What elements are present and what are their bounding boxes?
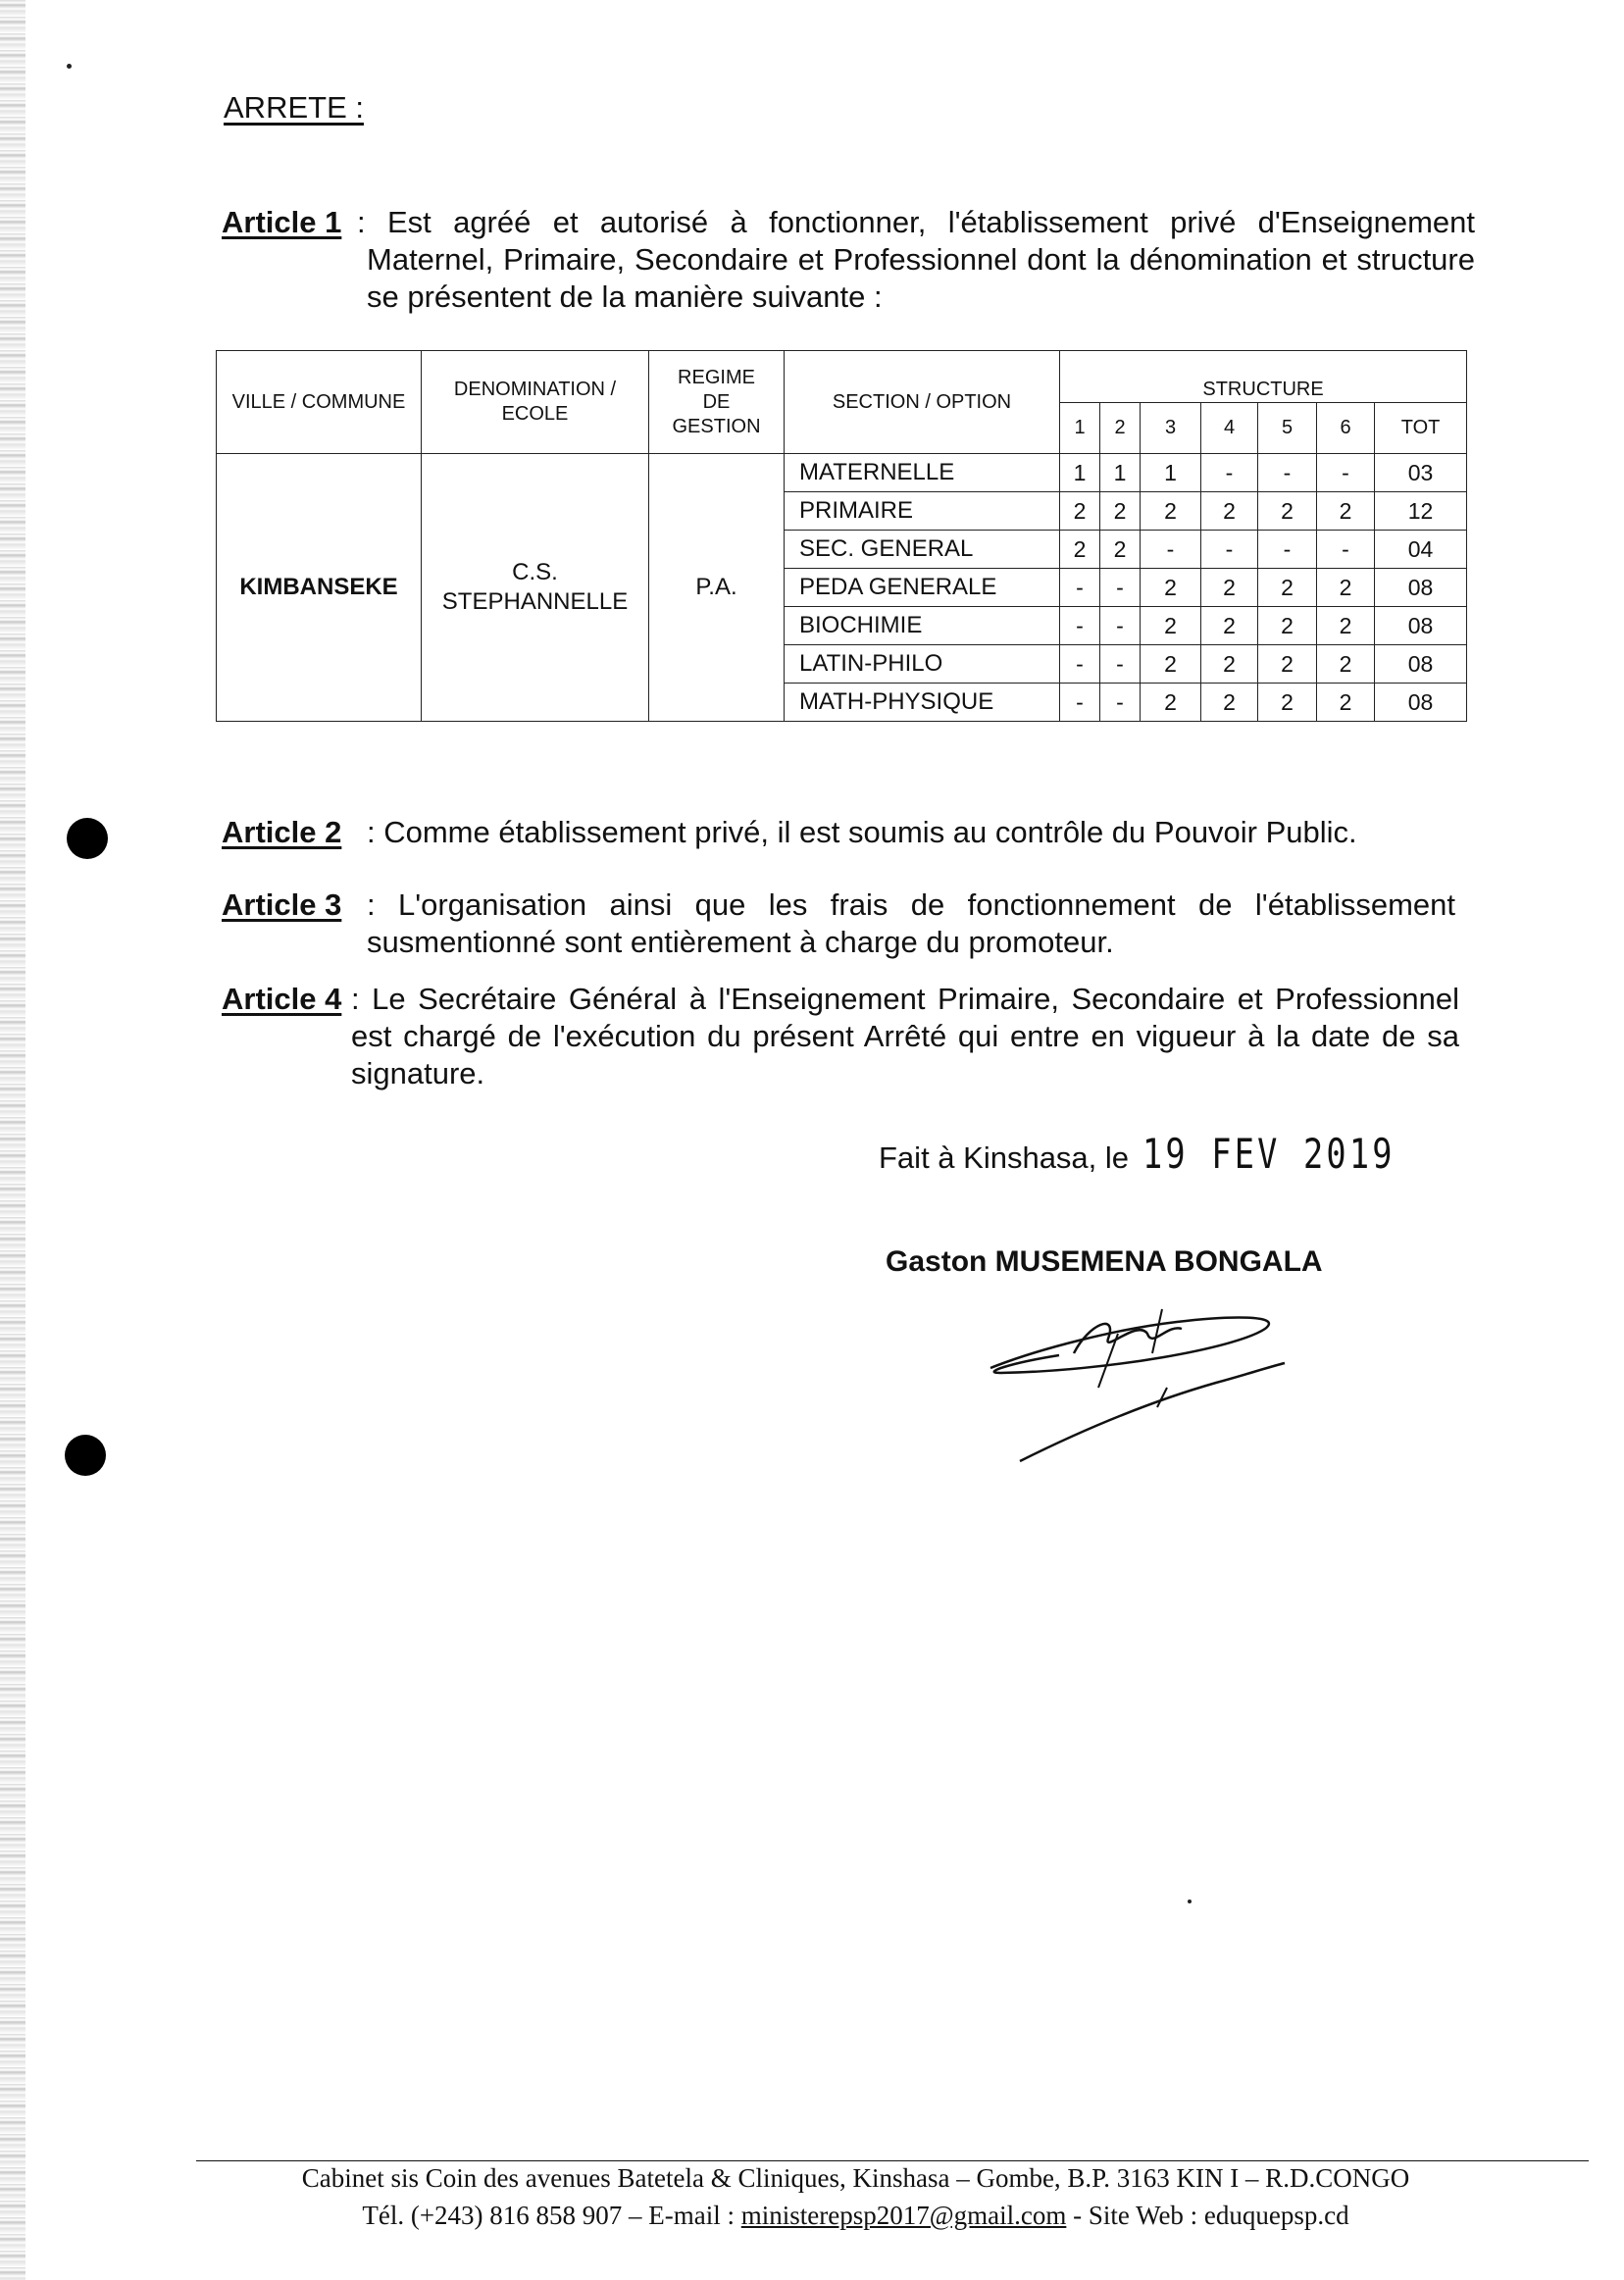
value-cell: - [1100,569,1141,607]
total-cell: 08 [1375,684,1467,722]
section-cell: BIOCHIMIE [785,607,1060,645]
value-cell: - [1060,607,1100,645]
value-cell: 2 [1201,645,1258,684]
total-cell: 04 [1375,531,1467,569]
value-cell: 2 [1317,607,1375,645]
value-cell: - [1100,645,1141,684]
header-denomination: DENOMINATION / ECOLE [422,351,649,454]
value-cell: - [1201,531,1258,569]
footer-site: - Site Web : eduquepsp.cd [1073,2201,1349,2230]
scan-speck [1188,1900,1192,1903]
value-cell: - [1317,531,1375,569]
header-ville: VILLE / COMMUNE [217,351,422,454]
total-cell: 08 [1375,607,1467,645]
value-cell: - [1100,607,1141,645]
article-1-label: Article 1 [222,205,342,239]
structure-table [216,350,1467,722]
value-cell: 1 [1141,454,1201,492]
value-cell: 2 [1100,492,1141,531]
total-cell: 03 [1375,454,1467,492]
scan-speck [67,64,72,69]
article-3-label: Article 3 [222,887,342,922]
header-regime: REGIME DE GESTION [649,351,785,454]
value-cell: 2 [1201,684,1258,722]
header-col-3: 3 [1141,403,1201,454]
punch-hole-bottom [65,1435,106,1476]
article-2-label: Article 2 [222,815,342,849]
total-cell: 08 [1375,569,1467,607]
value-cell: - [1100,684,1141,722]
article-4-label: Article 4 [222,982,342,1016]
value-cell: 2 [1317,492,1375,531]
value-cell: 2 [1258,607,1317,645]
header-col-6: 6 [1317,403,1375,454]
value-cell: 2 [1317,569,1375,607]
total-cell: 12 [1375,492,1467,531]
value-cell: - [1060,569,1100,607]
value-cell: 2 [1060,492,1100,531]
value-cell: 2 [1317,645,1375,684]
value-cell: 2 [1258,492,1317,531]
article-3-text: : L'organisation ainsi que les frais de fonctionnement de l'établissement susmentionné sont entièrement à charge du promoteur. [367,887,1455,959]
signer-name: Gaston MUSEMENA BONGALA [886,1245,1323,1278]
value-cell: - [1060,645,1100,684]
header-structure: STRUCTURE [1060,351,1467,403]
value-cell: 2 [1141,645,1201,684]
article-4-text: : Le Secrétaire Général à l'Enseignement Primaire, Secondaire et Professionnel est chargé de l'exécution du présent Arrêté qui entre en vigueur à la date de sa signature. [351,982,1459,1090]
total-cell: 08 [1375,645,1467,684]
section-cell: MATERNELLE [785,454,1060,492]
value-cell: 2 [1141,607,1201,645]
value-cell: - [1060,684,1100,722]
stamp-date: 19 FEV 2019 [1142,1130,1396,1178]
value-cell: - [1201,454,1258,492]
arrete-heading: ARRETE : [224,90,364,125]
section-cell: MATH-PHYSIQUE [785,684,1060,722]
table-row [217,454,1467,492]
regime-cell: P.A. [649,454,785,722]
article-2-text: : Comme établissement privé, il est soumis au contrôle du Pouvoir Public. [367,815,1357,849]
value-cell: - [1317,454,1375,492]
place-date [879,1130,1458,1178]
value-cell: - [1258,531,1317,569]
section-cell: PEDA GENERALE [785,569,1060,607]
ville-cell: KIMBANSEKE [217,454,422,722]
value-cell: 2 [1258,684,1317,722]
article-1-text: : Est agréé et autorisé à fonctionner, l'établissement privé d'Enseignement Maternel, Primaire, Secondaire et Professionnel dont la dénomination et structure se présentent de la manière suivante : [357,205,1475,314]
footer-tel: Tél. (+243) 816 858 907 – E-mail : [362,2201,736,2230]
footer-address: Cabinet sis Coin des avenues Batetela & Cliniques, Kinshasa – Gombe, B.P. 3163 KIN I – R.D.CONGO [301,2163,1410,2193]
value-cell: 2 [1141,569,1201,607]
value-cell: 2 [1258,645,1317,684]
value-cell: 2 [1258,569,1317,607]
value-cell: 2 [1100,531,1141,569]
header-col-4: 4 [1201,403,1258,454]
value-cell: 1 [1060,454,1100,492]
value-cell: 2 [1201,569,1258,607]
place-label: Fait à Kinshasa, le [879,1140,1130,1175]
value-cell: 2 [1060,531,1100,569]
header-col-tot: TOT [1375,403,1467,454]
value-cell: 2 [1201,607,1258,645]
ecole-cell: C.S. STEPHANNELLE [422,454,649,722]
section-cell: PRIMAIRE [785,492,1060,531]
footer-divider [196,2160,1589,2161]
value-cell: 2 [1141,684,1201,722]
scan-edge-noise [0,0,25,2280]
header-col-1: 1 [1060,403,1100,454]
footer-email-link[interactable]: ministerepsp2017@gmail.com [740,2201,1067,2230]
value-cell: 2 [1317,684,1375,722]
signature-scribble [971,1294,1324,1471]
value-cell: 1 [1100,454,1141,492]
section-cell: SEC. GENERAL [785,531,1060,569]
header-col-5: 5 [1258,403,1317,454]
header-col-2: 2 [1100,403,1141,454]
value-cell: 2 [1201,492,1258,531]
footer-contact [196,2201,1515,2231]
value-cell: - [1258,454,1317,492]
punch-hole-top [67,818,108,859]
section-cell: LATIN-PHILO [785,645,1060,684]
value-cell: 2 [1141,492,1201,531]
value-cell: - [1141,531,1201,569]
header-section: SECTION / OPTION [785,351,1060,454]
